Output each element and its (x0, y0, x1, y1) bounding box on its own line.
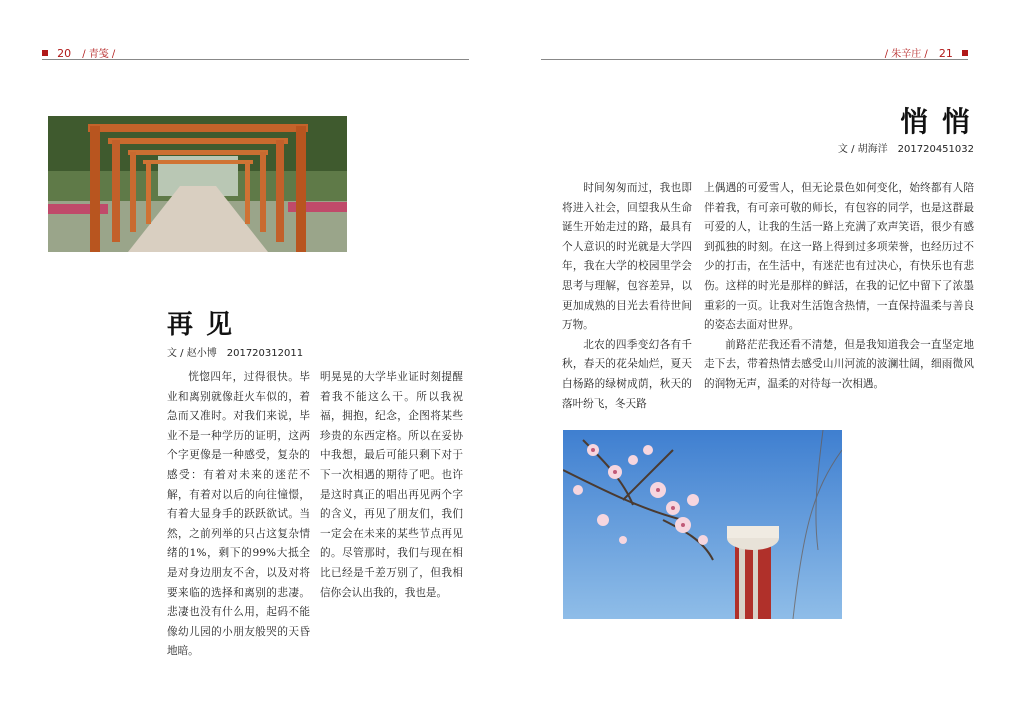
paragraph: 北农的四季变幻各有千秋，春天的花朵灿烂，夏天白杨路的绿树成荫，秋天的落叶纷飞，冬天路 (562, 338, 692, 410)
right-article-col1 (562, 179, 692, 414)
pergola-walkway-photo (48, 116, 347, 252)
right-article-byline: 文 / 胡海洋 201720451032 (837, 144, 974, 155)
right-page-marker (962, 50, 968, 56)
left-article-title: 再 见 (167, 310, 235, 340)
left-article-col2 (320, 368, 463, 603)
paragraph: 恍惚四年，过得很快。毕业和离别就像赶火车似的，着急而又准时。对我们来说，毕业不是一种学历的证明，这两个字更像是一种感受，复杂的感受：有着对未来的迷茫不解，有着对以后的向往憧憬，有着大显身手的跃跃欲试。当然，之前列举的只占这复杂情绪的1%，剩下的99%大抵全是对身边朋友不舍，以及对将要来临的选择和离别的悲凄。悲凄也没有什么用，起码不能像幼儿园的小朋友般哭的天昏地暗。 (167, 371, 310, 658)
left-page-number: 20 (57, 47, 72, 60)
paragraph: 上偶遇的可爱雪人，但无论景色如何变化，始终都有人陪伴着我，有可亲可敬的师长，有包容的同学，也是这群最可爱的人，让我的生活一路上充满了欢声笑语，很少有感到孤独的时刻。在这一路上得到过多项荣誉，也经历过不少的打击，在生活中，有迷茫也有过决心，有快乐也有悲伤。这样的时光是那样的鲜活，在我的记忆中留下了浓墨重彩的一页。让我对生活饱含热情，一直保持温柔与善良的姿态去面对世界。 (704, 182, 974, 332)
left-section-label: / 青笺 / (82, 49, 116, 60)
left-article-col1 (167, 368, 310, 662)
right-page-number: 21 (938, 47, 953, 60)
left-header (42, 46, 115, 58)
right-article-col2 (704, 179, 974, 395)
right-article-title: 悄 悄 (900, 105, 972, 138)
right-section-label: / 朱辛庄 / (884, 49, 928, 60)
right-header (885, 46, 968, 58)
paragraph: 前路茫茫我还看不清楚，但是我知道我会一直坚定地走下去，带着热情去感受山川河流的波澜壮阔，细雨微风的润物无声，温柔的对待每一次相遇。 (704, 338, 974, 390)
left-article-byline: 文 / 赵小博 201720312011 (167, 348, 304, 359)
blossom-tower-photo (563, 430, 842, 619)
paragraph: 时间匆匆而过，我也即将进入社会，回望我从生命诞生开始走过的路，最具有个人意识的时光就是大学四年，我在大学的校园里学会思考与理解，包容差异，以更加成熟的目光去看待世间万物。 (562, 182, 692, 332)
paragraph: 明晃晃的大学毕业证时刻提醒着我不能这么干。所以我祝福，拥抱，纪念，企图将某些珍贵的东西定格。所以在妥协中我想，最后可能只剩下对于下一次相遇的期待了吧。也许是这时真正的唱出再见两个字的含义，再见了朋友们，我们一定会在未来的某些节点再见的。尽管那时，我们与现在相比已经是千差万别了，但我相信你会认出我的，我也是。 (320, 371, 463, 599)
left-page-marker (42, 50, 48, 56)
